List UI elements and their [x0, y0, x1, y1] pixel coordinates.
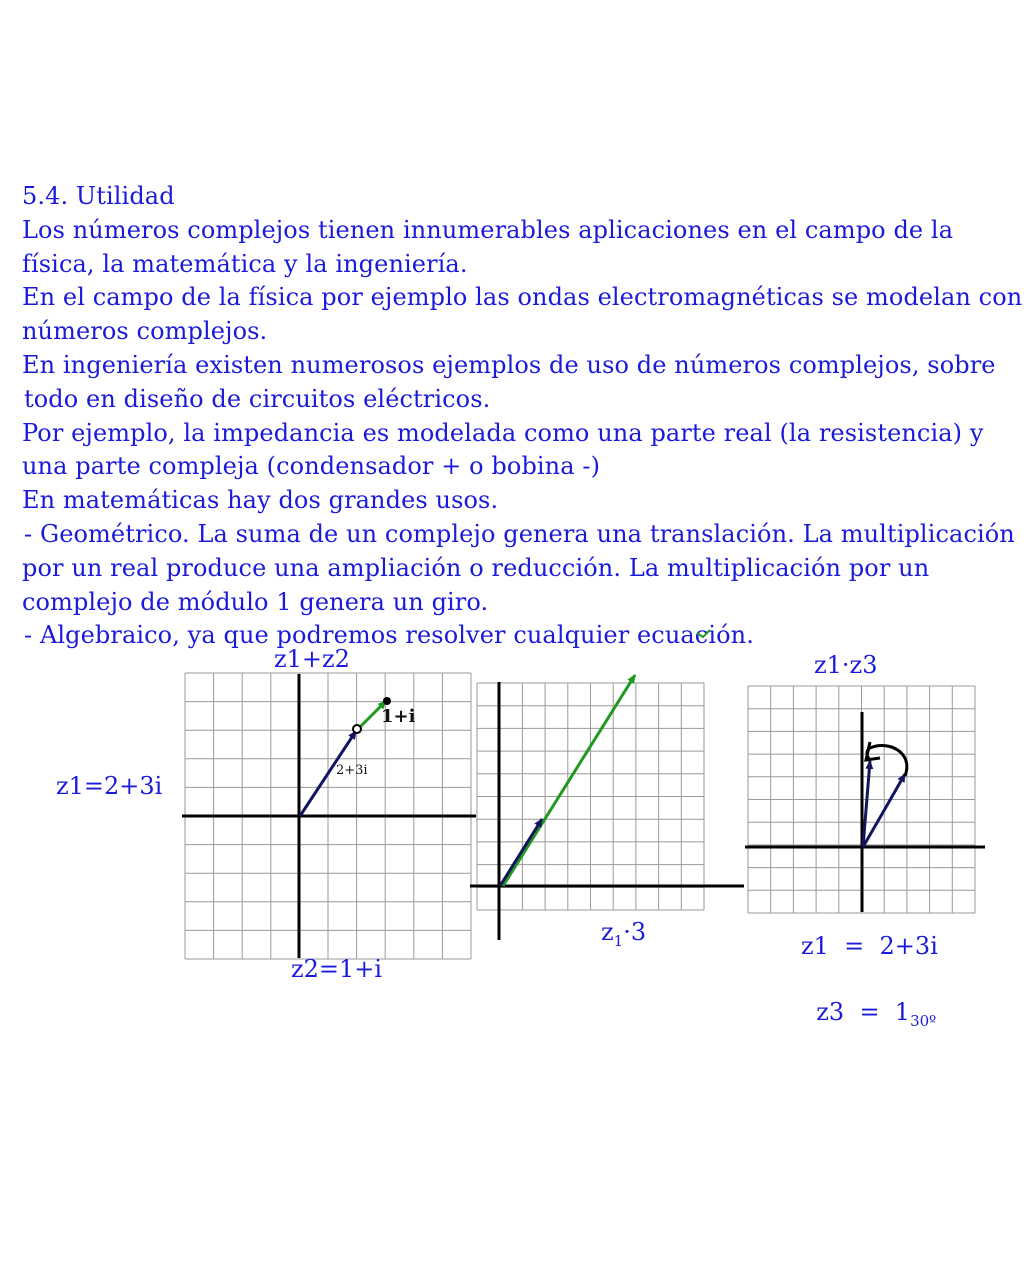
vector-label-z2: 1+i	[381, 706, 416, 727]
point-sum	[383, 697, 391, 705]
paragraph-line: números complejos.	[22, 317, 268, 346]
paragraph-line: En ingeniería existen numerosos ejemplos de uso de números complejos, sobre	[22, 350, 996, 379]
label-base: z	[601, 918, 614, 946]
diagram3-eq1: z1 = 2+3i	[801, 932, 938, 960]
paragraph-line: En el campo de la física por ejemplo las ondas electromagnéticas se modelan con	[22, 283, 1023, 312]
paragraph-line: - Algebraico, ya que podremos resolver cualquier ecuación.	[24, 621, 754, 650]
label-sub: 1	[613, 931, 624, 950]
diagram3-eq2	[801, 970, 936, 1030]
section-heading: 5.4. Utilidad	[22, 182, 175, 210]
paragraph-line: Los números complejos tienen innumerables aplicaciones en el campo de la	[22, 215, 954, 244]
vector-label-z1: 2+3i	[336, 763, 368, 778]
diagram2-label	[601, 918, 646, 950]
point-z1	[353, 725, 361, 733]
label-rest: ·3	[623, 918, 647, 946]
eq2-prefix: z3 = 1	[816, 998, 911, 1026]
diagram1-title: z1+z2	[274, 645, 350, 673]
paragraph-line: complejo de módulo 1 genera un giro.	[22, 587, 489, 616]
diagram1-left-label: z1=2+3i	[56, 772, 163, 800]
eq2-sub: 30º	[910, 1011, 937, 1030]
paragraph-line: una parte compleja (condensador + o bobina -)	[22, 452, 601, 481]
diagram1-bottom-label: z2=1+i	[291, 955, 383, 983]
paragraph-line: física, la matemática y la ingeniería.	[22, 249, 468, 278]
paragraph-line: por un real produce una ampliación o reducción. La multiplicación por un	[22, 553, 930, 582]
vector-z1	[500, 819, 542, 886]
paragraph-line: En matemáticas hay dos grandes usos.	[22, 486, 499, 515]
rotation-arc	[867, 746, 907, 776]
green-checkmark	[697, 630, 710, 637]
paragraph-line: todo en diseño de circuitos eléctricos.	[24, 384, 491, 413]
paragraph-line: Por ejemplo, la impedancia es modelada como una parte real (la resistencia) y	[22, 418, 984, 447]
paragraph-line: - Geométrico. La suma de un complejo genera una translación. La multiplicación	[24, 519, 1015, 548]
diagram3-title: z1·z3	[814, 651, 878, 679]
